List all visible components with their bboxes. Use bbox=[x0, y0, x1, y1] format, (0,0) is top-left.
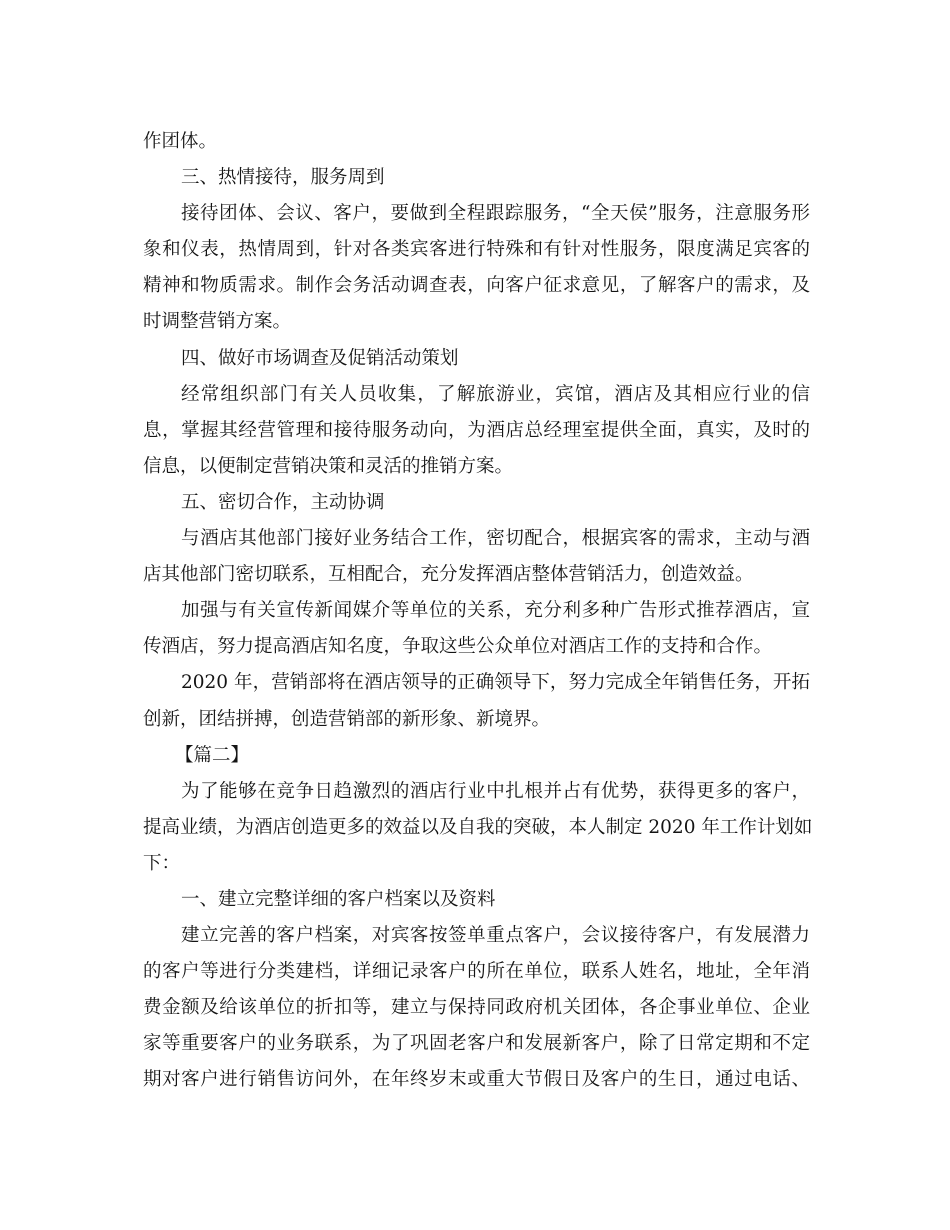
text-line: 家等重要客户的业务联系，为了巩固老客户和发展新客户，除了日常定期和不定 bbox=[143, 1033, 810, 1055]
text-line: 店其他部门密切联系，互相配合，充分发挥酒店整体营销活力，创造效益。 bbox=[143, 564, 754, 586]
text-line: 五、密切合作，主动协调 bbox=[181, 491, 385, 513]
text-line: 提高业绩，为酒店创造更多的效益以及自我的突破，本人制定 2020 年工作计划如 bbox=[143, 816, 813, 838]
text-line: 象和仪表，热情周到，针对各类宾客进行特殊和有针对性服务，限度满足宾客的 bbox=[143, 239, 810, 261]
document-body bbox=[143, 124, 813, 1099]
text-line: 信息，以便制定营销决策和灵活的推销方案。 bbox=[143, 455, 514, 477]
text-line: 与酒店其他部门接好业务结合工作，密切配合，根据宾客的需求，主动与酒 bbox=[181, 528, 810, 550]
text-line: 精神和物质需求。制作会务活动调查表，向客户征求意见，了解客户的需求，及 bbox=[143, 275, 810, 297]
text-line: 费金额及给该单位的折扣等，建立与保持同政府机关团体，各企事业单位、企业 bbox=[143, 997, 810, 1019]
text-line: 创新，团结拼搏，创造营销部的新形象、新境界。 bbox=[143, 708, 551, 730]
text-line: 加强与有关宣传新闻媒介等单位的关系，充分利多种广告形式推荐酒店，宣 bbox=[181, 600, 810, 622]
text-line: 三、热情接待，服务周到 bbox=[181, 167, 385, 189]
text-line: 2020 年，营销部将在酒店领导的正确领导下，努力完成全年销售任务，开拓 bbox=[181, 672, 810, 694]
text-line: 四、做好市场调查及促销活动策划 bbox=[181, 347, 459, 369]
text-line: 的客户等进行分类建档，详细记录客户的所在单位，联系人姓名，地址，全年消 bbox=[143, 961, 810, 983]
text-line: 经常组织部门有关人员收集，了解旅游业，宾馆，酒店及其相应行业的信 bbox=[181, 383, 810, 405]
text-line: 下： bbox=[143, 852, 181, 874]
text-line: 传酒店，努力提高酒店知名度，争取这些公众单位对酒店工作的支持和合作。 bbox=[143, 636, 773, 658]
text-line: 期对客户进行销售访问外，在年终岁末或重大节假日及客户的生日，通过电话、 bbox=[143, 1069, 810, 1091]
text-line: 时调整营销方案。 bbox=[143, 311, 292, 333]
section-heading: 【篇二】 bbox=[175, 744, 250, 766]
text-line: 建立完善的客户档案，对宾客按签单重点客户，会议接待客户，有发展潜力 bbox=[181, 925, 810, 947]
text-line: 接待团体、会议、客户，要做到全程跟踪服务，“全天侯”服务，注意服务形 bbox=[181, 203, 810, 225]
text-line: 一、建立完整详细的客户档案以及资料 bbox=[181, 888, 496, 910]
text-line: 为了能够在竞争日趋激烈的酒店行业中扎根并占有优势，获得更多的客户， bbox=[181, 780, 810, 802]
text-line: 作团体。 bbox=[143, 131, 218, 152]
text-line: 息，掌握其经营管理和接待服务动向，为酒店总经理室提供全面，真实，及时的 bbox=[143, 419, 810, 441]
